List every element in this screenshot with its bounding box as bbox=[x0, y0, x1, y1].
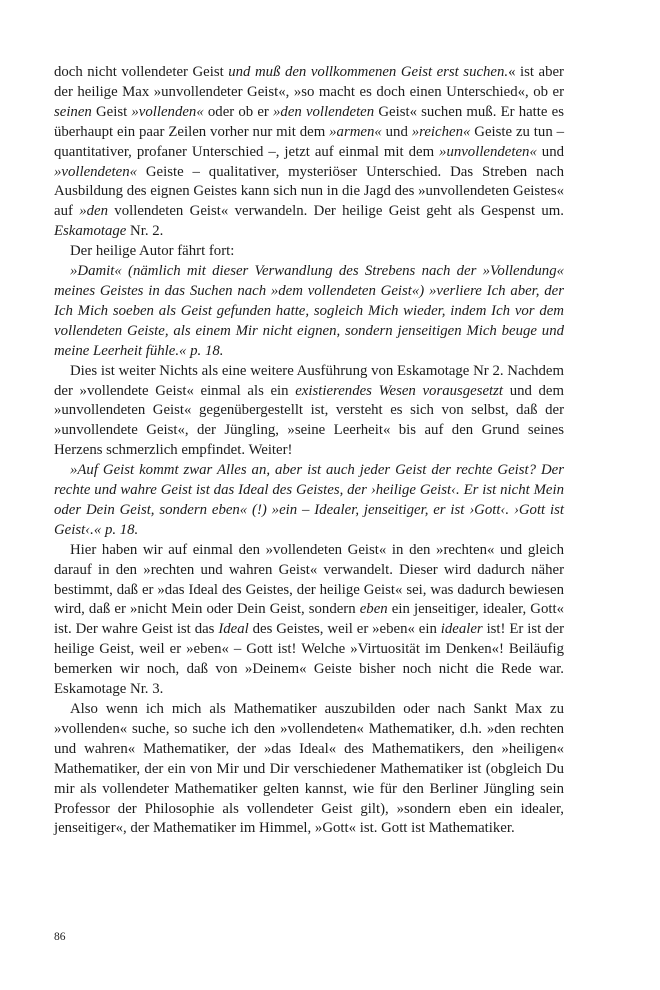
paragraph-4 bbox=[54, 362, 564, 462]
italic-run: »Auf Geist kommt zwar Alles an, aber ist auch jeder Geist der rechte Geist? Der rechte und wahre Geist ist das Ideal des Geistes, der ›heilige Geist‹. Er ist nicht Mein oder Dein Geist, sondern eben« (!) »ein – Idealer, jenseitiger, er ist ›Gott‹. ›Gott ist Geist‹.« p. 18. bbox=[54, 462, 564, 538]
text-run: « ist aber der heilige Max »unvollendeter Geist«, »so macht es doch einen Unterschied«, ob er bbox=[54, 64, 564, 100]
text-run: Nr. 2. bbox=[126, 223, 164, 240]
text-run: und dem »unvollendeten Geist« gegenübergestellt ist, versteht es sich von selbst, daß der »unvollendete Geist«, der Jüngling, »seine Leerheit« bis auf den Grund seines Herzens schmerzlich empfindet. Weiter! bbox=[54, 382, 565, 459]
text-run: vollendeten Geist« verwandeln. Der heilige Geist geht als Gespenst um. bbox=[107, 203, 564, 220]
page-body bbox=[54, 63, 564, 839]
text-run: Der heilige Autor fährt fort: bbox=[70, 243, 235, 260]
paragraph-6 bbox=[54, 541, 564, 700]
italic-run: eben bbox=[359, 601, 388, 618]
italic-run: Ideal bbox=[218, 621, 249, 638]
paragraph-1 bbox=[54, 63, 564, 242]
italic-run: »Damit« (nämlich mit dieser Verwandlung des Strebens nach der »Vollendung« meines Geistes in das Suchen nach »dem vollendeten Geist«) »verliere Ich aber, der Ich Mich soeben als Geist gefunden hatte, sogleich Mich wieder, indem Ich vor dem vollendeten Geiste, als einem Mir nicht eignen, sondern jenseitigen Mich beuge und meine Leerheit fühle.« p. 18. bbox=[54, 263, 564, 359]
italic-run: »den bbox=[79, 203, 108, 220]
text-run: ist! Er ist der heilige Geist, weil er »eben« – Gott ist! Welche »Virtuosität im Denken«! Beiläufig bemerken wir noch, daß von »Deinem« Geiste bisher noch nicht die Rede war. Eskamotage Nr. 3. bbox=[54, 621, 564, 698]
italic-run: »den vollendeten bbox=[273, 103, 375, 120]
text-run: doch nicht vollendeter Geist bbox=[54, 64, 229, 80]
text-run: ein jenseitiger, idealer, Gott« ist. Der wahre Geist ist das bbox=[54, 601, 564, 638]
text-run: Dies ist weiter Nichts als eine weitere Ausführung von Eskamotage Nr 2. Nachdem der »vollendete Geist« einmal als ein bbox=[54, 362, 564, 399]
italic-run: und muß den vollkommenen Geist erst suchen. bbox=[228, 64, 509, 80]
text-run: Also wenn ich mich als Mathematiker auszubilden oder nach Sankt Max zu »vollenden« suche, so suche ich den »vollendeten« Mathematiker, d.h. »den rechten und wahren« Mathematiker, der »das Ideal« des Mathematikers, den »heiligen« Mathematiker, der ein von Mir und Dir verschiedener Mathematiker ist (obgleich Du mir als vollendeter Mathematiker gelten kannst, wie für den Berliner Jüngling sein Professor der Philosophie als vollendeter Geist gilt), »sondern eben ein idealer, jenseitiger«, der Mathematiker im Himmel, »Gott« ist. Gott ist Mathematiker. bbox=[54, 701, 564, 837]
italic-run: »vollendeten« bbox=[54, 163, 137, 180]
paragraph-3-quote bbox=[54, 262, 564, 362]
italic-run: »reichen« bbox=[411, 123, 471, 140]
italic-run: »armen« bbox=[329, 123, 382, 140]
text-run: Geist bbox=[91, 103, 132, 120]
text-run: des Geistes, weil er »eben« ein bbox=[248, 621, 441, 638]
text-run: Geiste – qualitativer, mysteriöser Unterschied. Das Streben nach Ausbildung des eignen Geistes kann sich nun in die Jagd des »unvollendeten Geistes« auf bbox=[54, 163, 564, 220]
italic-run: Eskamotage bbox=[54, 223, 127, 240]
text-run: und bbox=[381, 123, 412, 140]
text-run: oder ob er bbox=[203, 103, 274, 120]
italic-run: idealer bbox=[440, 621, 483, 638]
paragraph-7 bbox=[54, 700, 564, 839]
italic-run: »vollenden« bbox=[131, 103, 204, 120]
text-run: Geist« suchen muß. Er hatte es überhaupt ein paar Zeilen vorher nur mit dem bbox=[54, 103, 564, 140]
text-run: Hier haben wir auf einmal den »vollendeten Geist« in den »rechten« und gleich darauf in den »rechten und wahren Geist« verwandelt. Dieser wird dadurch näher bestimmt, daß er »das Ideal des Geistes, der heilige Geist« sei, was dadurch bewiesen wird, daß er »nicht Mein oder Dein Geist, sondern bbox=[54, 541, 564, 618]
page-number: 86 bbox=[54, 931, 66, 943]
paragraph-2 bbox=[54, 242, 564, 262]
text-run: und bbox=[536, 143, 564, 160]
text-run: Geiste zu tun – quantitativer, profaner Unterschied –, jetzt auf einmal mit dem bbox=[54, 123, 565, 160]
italic-run: existierendes Wesen vorausgesetzt bbox=[295, 382, 504, 399]
paragraph-5-quote bbox=[54, 461, 564, 541]
italic-run: seinen bbox=[54, 103, 92, 120]
italic-run: »unvollendeten« bbox=[439, 143, 537, 160]
